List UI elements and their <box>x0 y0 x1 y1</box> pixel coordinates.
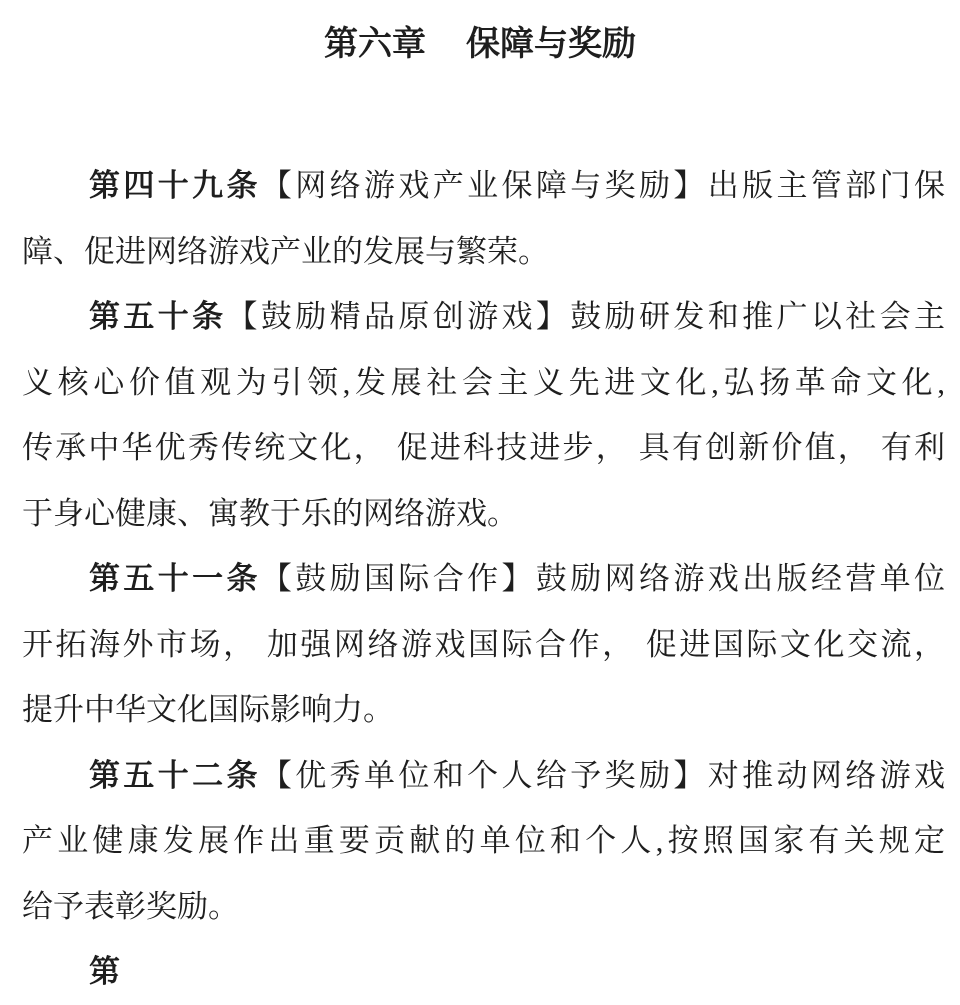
article-line-text: 【鼓励国际合作】鼓励网络游戏出版经营单位 <box>260 561 945 596</box>
document-line <box>22 415 945 481</box>
document-line <box>22 677 945 743</box>
document-line <box>22 481 945 547</box>
article-line-text: 【鼓励精品原创游戏】鼓励研发和推广以社会主 <box>226 299 945 334</box>
article-line-text: 产业健康发展作出重要贡献的单位和个人,按照国家有关规定 <box>22 823 945 858</box>
article-number: 第五十二条 <box>89 757 261 793</box>
document-line <box>22 219 945 285</box>
document-body <box>22 153 945 1005</box>
document-line <box>22 153 945 219</box>
document-line <box>22 939 945 1005</box>
chapter-heading <box>0 24 960 65</box>
article-line-text: 开拓海外市场， 加强网络游戏国际合作， 促进国际文化交流， <box>22 626 945 662</box>
article-line-text: 于身心健康、寓教于乐的网络游戏。 <box>22 495 518 531</box>
document-line <box>22 284 945 350</box>
next-line-partial-glyph: 第 <box>89 954 120 989</box>
article-line-text: 给予表彰奖励。 <box>22 888 239 924</box>
document-line <box>22 546 945 612</box>
document-line <box>22 874 945 940</box>
chapter-number: 第六章 <box>324 25 426 63</box>
document-line <box>22 808 945 874</box>
document-line <box>22 612 945 678</box>
article-number: 第五十一条 <box>89 561 261 596</box>
document-line <box>22 350 945 416</box>
article-line-text: 障、促进网络游戏产业的发展与繁荣。 <box>22 233 549 269</box>
article-line-text: 义核心价值观为引领,发展社会主义先进文化,弘扬革命文化, <box>22 364 945 400</box>
article-line-text: 提升中华文化国际影响力。 <box>22 692 394 727</box>
article-line-text: 【优秀单位和个人给予奖励】对推动网络游戏 <box>260 757 945 793</box>
article-line-text: 传承中华优秀传统文化， 促进科技进步， 具有创新价值， 有利 <box>22 430 945 465</box>
chapter-title: 保障与奖励 <box>466 26 636 63</box>
article-line-text: 【网络游戏产业保障与奖励】出版主管部门保 <box>260 168 945 203</box>
article-number: 第五十条 <box>89 299 227 334</box>
document-line <box>22 743 945 809</box>
article-number: 第四十九条 <box>89 168 261 203</box>
